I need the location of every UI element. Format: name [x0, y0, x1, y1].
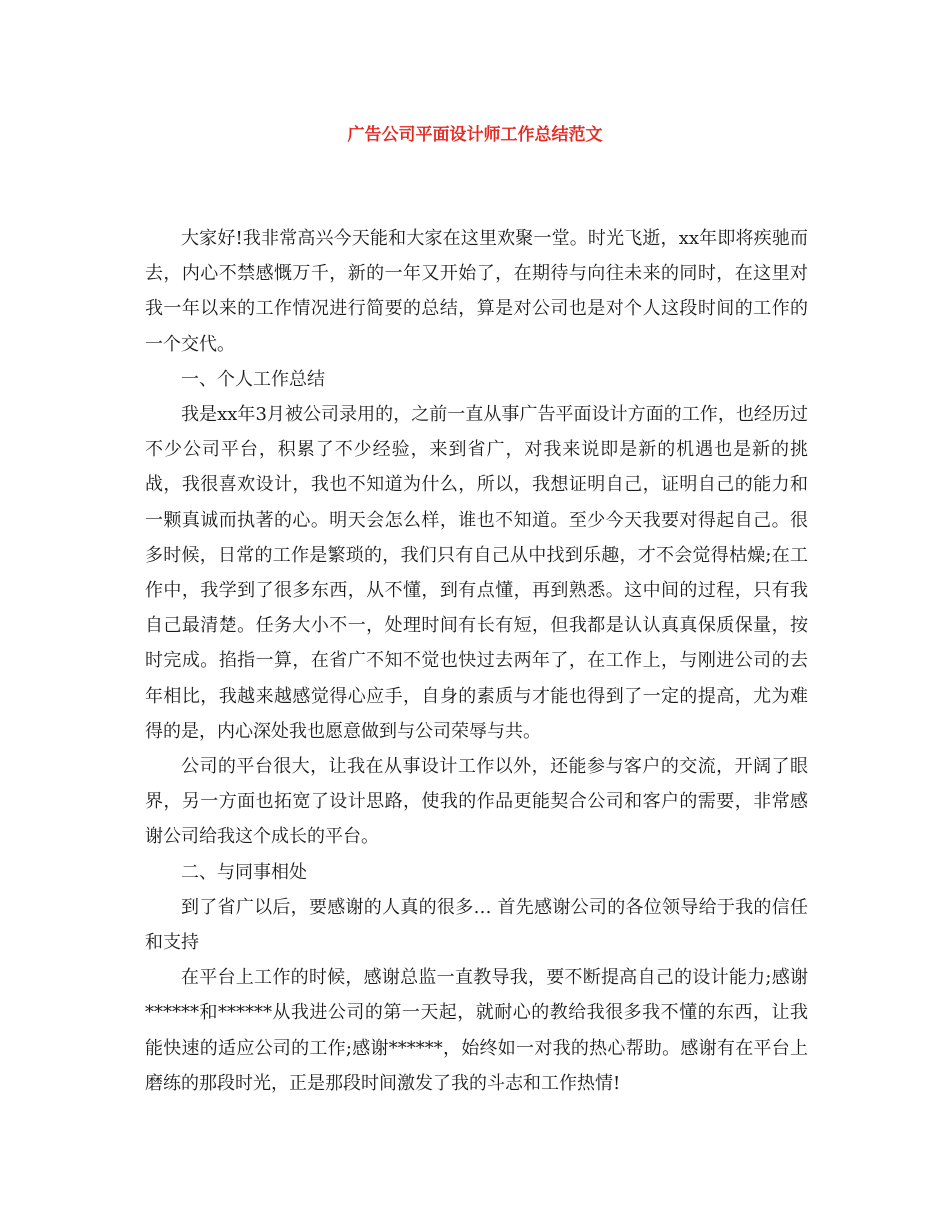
- section-heading-colleagues: 二、与同事相处: [181, 861, 307, 883]
- thanks-leaders-paragraph: 到了省广以后，要感谢的人真的很多… 首先感谢公司的各位领导给于我的信任和支持: [145, 896, 808, 954]
- section-heading-personal-summary: 一、个人工作总结: [181, 368, 325, 390]
- personal-summary-paragraph: 我是xx年3月被公司录用的，之前一直从事广告平面设计方面的工作，也经历过不少公司平台，积累了不少经验，来到省广，对我来说即是新的机遇也是新的挑战，我很喜欢设计，我也不知道为什么，所以，我想证明自己，证明自己的能力和一颗真诚而执著的心。明天会怎么样，谁也不知道。至少今天我要对得起自己。很多时候，日常的工作是繁琐的，我们只有自己从中找到乐趣，才不会觉得枯燥;在工作中，我学到了很多东西，从不懂，到有点懂，再到熟悉。这中间的过程，只有我自己最清楚。任务大小不一，处理时间有长有短，但我都是认认真真保质保量，按时完成。掐指一算，在省广不知不觉也快过去两年了，在工作上，与刚进公司的去年相比，我越来越感觉得心应手，自身的素质与才能也得到了一定的提高，尤为难得的是，内心深处我也愿意做到与公司荣辱与共。: [145, 404, 808, 742]
- intro-paragraph: 大家好!我非常高兴今天能和大家在这里欢聚一堂。时光飞逝，xx年即将疾驰而去，内心不禁感慨万千，新的一年又开始了，在期待与向往未来的同时，在这里对我一年以来的工作情况进行简要的总结，算是对公司也是对个人这段时间的工作的一个交代。: [145, 228, 808, 355]
- platform-paragraph: 公司的平台很大，让我在从事设计工作以外，还能参与客户的交流，开阔了眼界，另一方面也拓宽了设计思路，使我的作品更能契合公司和客户的需要，非常感谢公司给我这个成长的平台。: [145, 756, 808, 848]
- document-body: [145, 221, 808, 1101]
- document-title: 广告公司平面设计师工作总结范文: [347, 125, 603, 145]
- thanks-colleagues-paragraph: 在平台上工作的时候，感谢总监一直教导我，要不断提高自己的设计能力;感谢******和******从我进公司的第一天起，就耐心的教给我很多我不懂的东西，让我能快速的适应公司的工作;感谢******，始终如一对我的热心帮助。感谢有在平台上磨练的那段时光，正是那段时间激发了我的斗志和工作热情!: [145, 967, 808, 1094]
